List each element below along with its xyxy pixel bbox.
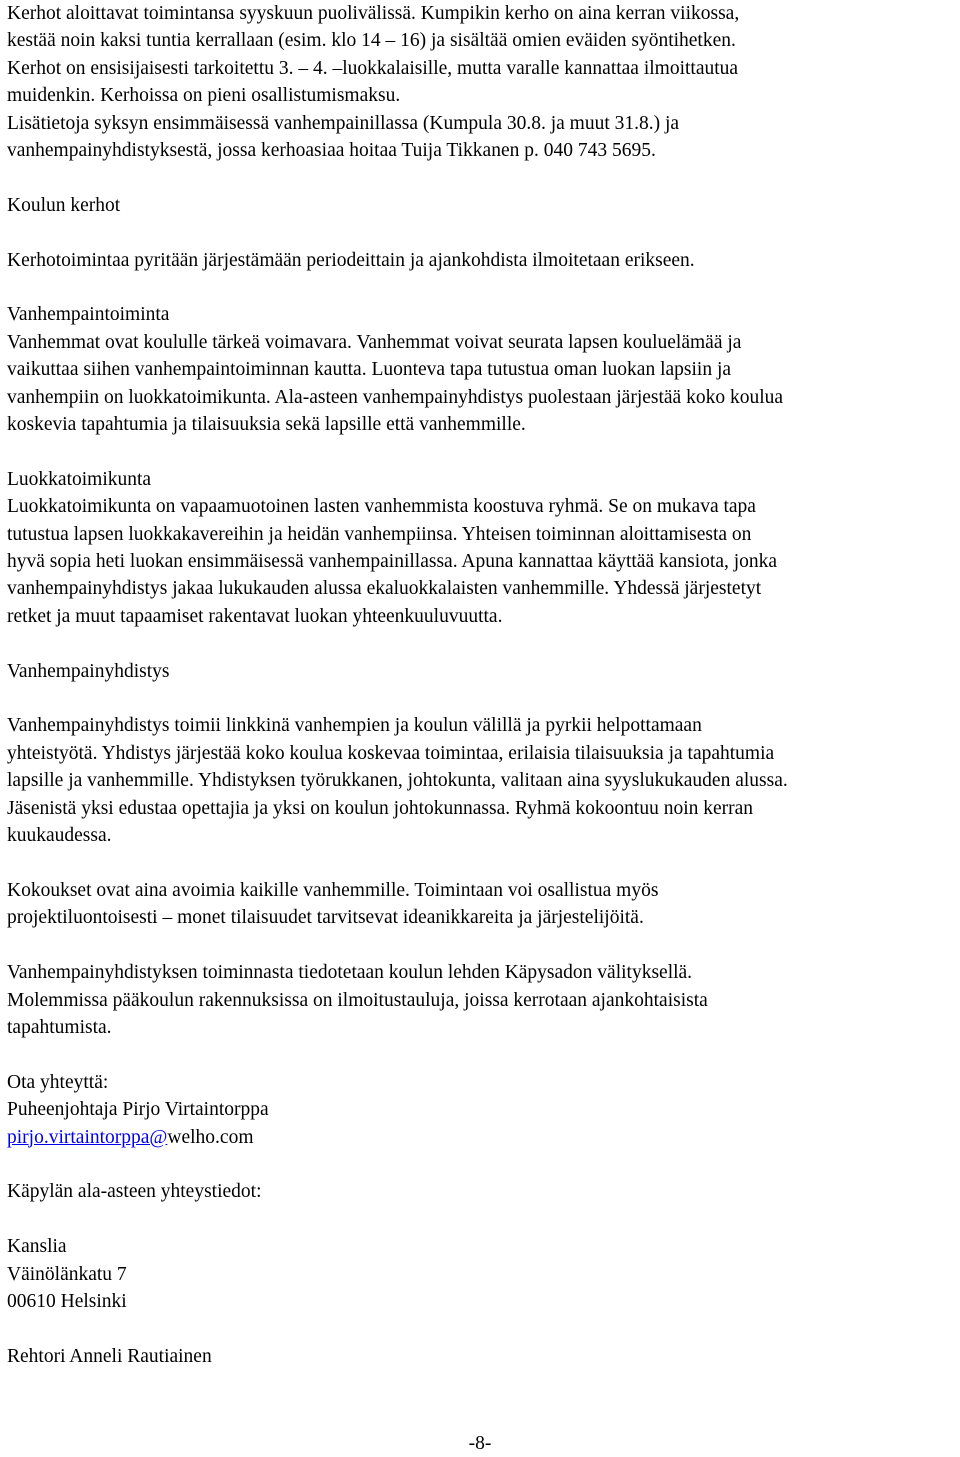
text-line: Luokkatoimikunta on vapaamuotoinen lasten vanhemmista koostuva ryhmä. Se on mukava tapa [7,496,756,518]
text-line: Kerhotoimintaa pyritään järjestämään periodeittain ja ajankohdista ilmoitetaan erikseen. [7,249,695,271]
email-address [7,1124,957,1151]
text-line: vaikuttaa siihen vanhempaintoiminnan kautta. Luonteva tapa tutustua oman luokan lapsiin ja [7,359,732,381]
principal: Rehtori Anneli Rautiainen [7,1345,212,1367]
text-line: Vanhempainyhdistys toimii linkkinä vanhempien ja koulun välillä ja pyrkii helpottamaan [7,715,702,737]
page-number: -8- [468,1433,492,1454]
chairperson: Puheenjohtaja Pirjo Virtaintorppa [7,1099,269,1121]
section-koulun-kerhot [7,192,957,274]
document-page [7,0,957,1370]
contact-block [7,1069,957,1151]
text-line: Jäsenistä yksi edustaa opettajia ja yksi on koulun johtokunnassa. Ryhmä kokoontuu noin kerran [7,797,754,819]
section-heading: Vanhempainyhdistys [7,660,170,682]
text-line: retket ja muut tapaamiset rakentavat luokan yhteenkuuluvuutta. [7,605,503,627]
section-heading: Koulun kerhot [7,194,121,216]
text-line: kuukaudessa. [7,825,112,847]
section-heading: Vanhempaintoiminta [7,304,170,326]
postal-city: 00610 Helsinki [7,1290,127,1312]
office-label: Kanslia [7,1236,67,1258]
text-line: Molemmissa pääkoulun rakennuksissa on ilmoitustauluja, joissa kerrotaan ajankohtaisista [7,989,708,1011]
section-luokkatoimikunta [7,466,957,630]
text-line: vanhempainyhdistyksestä, jossa kerhoasiaa hoitaa Tuija Tikkanen p. 040 743 5695. [7,140,656,162]
section-heading: Luokkatoimikunta [7,468,152,490]
section-vanhempaintoiminta [7,301,957,438]
text-line: Lisätietoja syksyn ensimmäisessä vanhempainillassa (Kumpula 30.8. ja muut 31.8.) ja [7,112,680,134]
text-line: Kerhot aloittavat toimintansa syyskuun puolivälissä. Kumpikin kerho on aina kerran viikossa, [7,3,740,24]
intro-paragraph [7,0,957,164]
email-link[interactable]: pirjo.virtaintorppa@ [7,1126,168,1148]
text-line: koskevia tapahtumia ja tilaisuuksia sekä lapsille että vanhemmille. [7,414,526,436]
street-address: Väinölänkatu 7 [7,1263,127,1285]
section-vanhempainyhdistys [7,658,957,1042]
text-line: muidenkin. Kerhoissa on pieni osallistumismaksu. [7,85,401,107]
text-line: vanhempiin on luokkatoimikunta. Ala-asteen vanhempainyhdistys puolestaan järjestää koko koulua [7,386,784,408]
email-domain: welho.com [167,1126,254,1148]
text-line: projektiluontoisesti – monet tilaisuudet tarvitsevat ideanikkareita ja järjestelijöitä. [7,907,644,929]
text-line: Kokoukset ovat aina avoimia kaikille vanhemmille. Toimintaan voi osallistua myös [7,879,659,901]
text-line: tapahtumista. [7,1016,112,1038]
school-contact-heading: Käpylän ala-asteen yhteystiedot: [7,1181,262,1203]
text-line: Vanhempainyhdistyksen toiminnasta tiedotetaan koulun lehden Käpysadon välityksellä. [7,962,693,984]
text-line: lapsille ja vanhemmille. Yhdistyksen työrukkanen, johtokunta, valitaan aina syyslukukauden alussa. [7,770,788,792]
text-line: kestää noin kaksi tuntia kerrallaan (esim. klo 14 – 16) ja sisältää omien eväiden syöntihetken. [7,30,736,52]
text-line: hyvä sopia heti luokan ensimmäisessä vanhempainillassa. Apuna kannattaa käyttää kansiota, jonka [7,551,778,573]
text-line: yhteistyötä. Yhdistys järjestää koko koulua koskevaa toimintaa, erilaisia tilaisuuksia ja tapahtumia [7,742,775,764]
text-line: tutustua lapsen luokkakavereihin ja heidän vanhempiinsa. Yhteisen toiminnan aloittamisesta on [7,523,752,545]
text-line: Kerhot on ensisijaisesti tarkoitettu 3. – 4. –luokkalaisille, mutta varalle kannattaa ilmoittautua [7,57,739,79]
school-contact-block [7,1178,957,1370]
text-line: Vanhemmat ovat koululle tärkeä voimavara. Vanhemmat voivat seurata lapsen kouluelämää ja [7,331,742,353]
contact-label: Ota yhteyttä: [7,1071,109,1093]
text-line: vanhempainyhdistys jakaa lukukauden alussa ekaluokkalaisten vanhemmille. Yhdessä järjestetyt [7,578,762,600]
